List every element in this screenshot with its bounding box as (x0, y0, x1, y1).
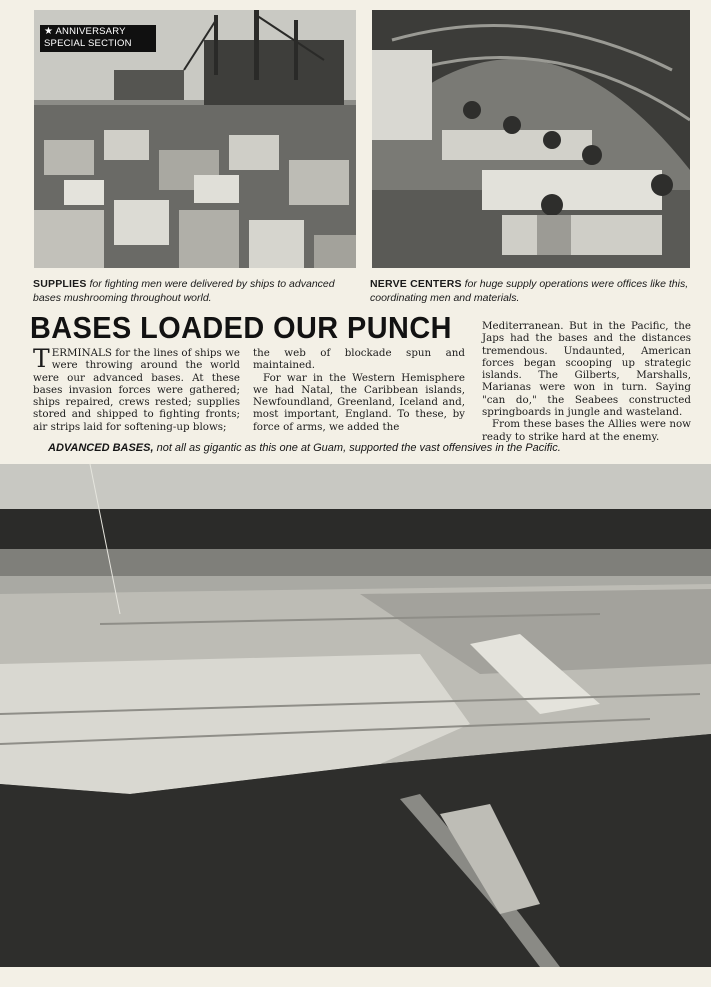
caption-advanced-bases-lead: ADVANCED BASES, (48, 442, 154, 454)
anniversary-badge (40, 25, 156, 52)
article-column-2 (253, 347, 465, 433)
caption-supplies-text: for fighting men were delivered by ships to advanced bases mushrooming throughout world. (33, 278, 335, 304)
caption-nerve-centers (370, 278, 695, 305)
article-column-1 (33, 344, 240, 433)
caption-advanced-bases-text: not all as gigantic as this one at Guam, supported the vast offensives in the Pacific. (153, 442, 561, 454)
badge-line-2: SPECIAL SECTION (44, 38, 132, 49)
caption-supplies-lead: SUPPLIES (33, 278, 87, 290)
article-headline: BASES LOADED OUR PUNCH (30, 310, 452, 345)
caption-supplies (33, 278, 363, 305)
article-paragraph (33, 344, 240, 433)
article-paragraph: For war in the Western Hemisphere we had Natal, the Caribbean islands, Newfoundland, Greenland, Iceland and, most important, England. To these, by force of arms, we added the (253, 371, 465, 433)
article-paragraph: From these bases the Allies were now ready to strike hard at the enemy. (482, 418, 691, 443)
article-paragraph: the web of blockade spun and maintained. (253, 347, 465, 372)
badge-line-1: ANNIVERSARY (55, 26, 126, 37)
star-icon: ★ (44, 26, 54, 37)
article-column-3 (482, 320, 691, 443)
caption-nerve-centers-lead: NERVE CENTERS (370, 278, 462, 290)
article-paragraph: Mediterranean. But in the Pacific, the Japs had the bases and the distances tremendous. Undaunted, American forces began scooping up strategic islands. The Gilberts, Marshalls, Marianas were won in turn. Saying "can do," the Seabees constructed springboards in jungle and wasteland. (482, 320, 691, 419)
caption-nerve-centers-text: for huge supply operations were offices like this, coordinating men and materials. (370, 278, 689, 304)
nerve-centers-office-photo (372, 10, 690, 268)
drop-cap: T (33, 344, 50, 373)
caption-advanced-bases (48, 441, 698, 455)
article-text: ERMINALS for the lines of ships we were throwing around the world were our advanced bases. At these bases invasion forces were gathered; ships repaired, crews rested; supplies stored and shipped to fighting fronts; air strips laid for softening-up blows; (33, 347, 240, 433)
guam-aerial-photo (0, 464, 711, 967)
